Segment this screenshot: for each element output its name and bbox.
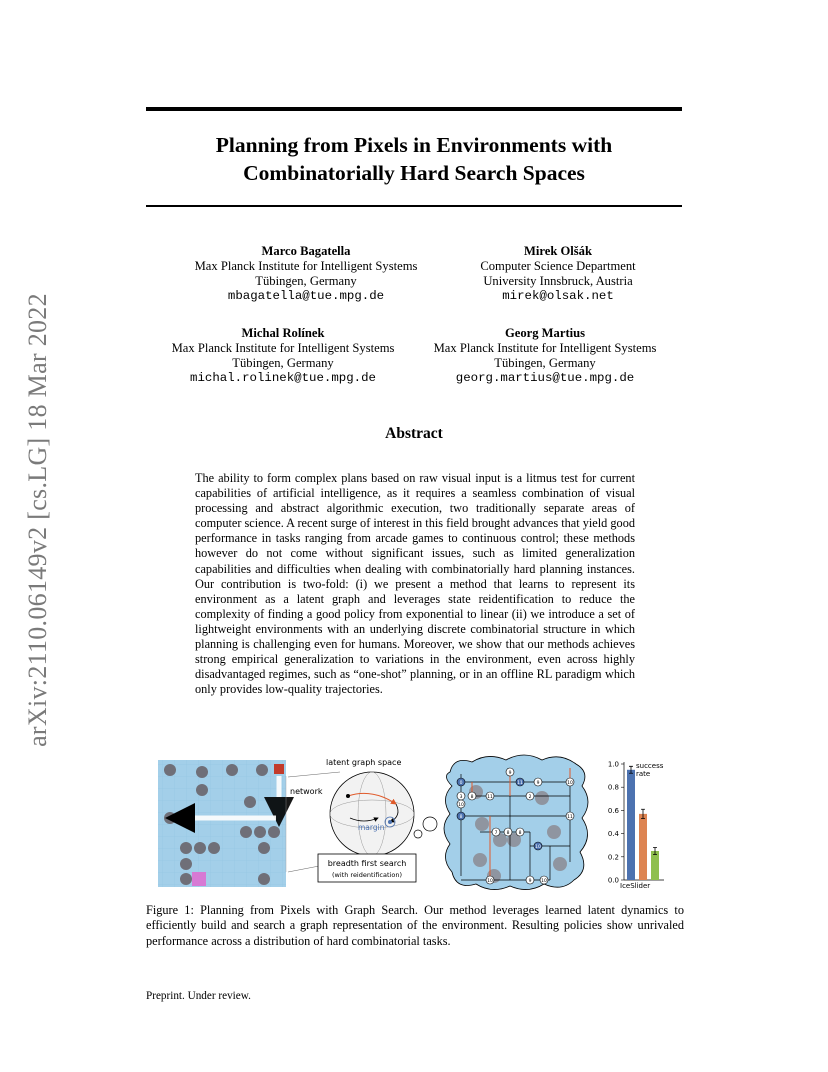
y-axis-ticks — [608, 761, 624, 885]
success-rate-chart — [608, 761, 664, 891]
bar-series-1 — [627, 770, 635, 880]
graph-cloud — [444, 755, 588, 890]
author-location: Tübingen, Germany — [255, 274, 357, 288]
bfs-box — [318, 854, 416, 882]
top-rule — [146, 107, 682, 111]
author-location: University Innsbruck, Austria — [483, 274, 633, 288]
graph-node-label: 11 — [517, 781, 523, 786]
author-email[interactable]: mirek@olsak.net — [502, 289, 614, 303]
graph-node-label: 8 — [506, 831, 510, 836]
author-block-2 — [418, 244, 698, 304]
y-tick-label: 1.0 — [607, 760, 619, 769]
y-axis-label: success rate — [636, 762, 664, 778]
graph-node-label: 11 — [567, 815, 573, 820]
graph-node-label: 0 — [459, 781, 463, 786]
graph-node-label: 10 — [541, 879, 547, 884]
author-name: Mirek Olšák — [524, 244, 592, 258]
author-affiliation: Computer Science Department — [480, 259, 636, 273]
author-location: Tübingen, Germany — [494, 356, 596, 370]
author-block-3 — [143, 326, 423, 386]
bar-series-3 — [651, 851, 659, 880]
title-line-2: Combinatorially Hard Search Spaces — [243, 161, 585, 185]
game-frame — [158, 760, 286, 887]
y-tick-label: 0.2 — [607, 853, 619, 862]
author-affiliation: Max Planck Institute for Intelligent Systems — [433, 341, 657, 355]
author-email[interactable]: georg.martius@tue.mpg.de — [455, 371, 635, 385]
author-affiliation: Max Planck Institute for Intelligent Systems — [171, 341, 395, 355]
graph-node-label: 11 — [487, 795, 493, 800]
figure-caption: Figure 1: Planning from Pixels with Graph Search. Our method leverages learned latent dynamics to efficiently build and search a graph representation of the environment. Resulting policies show unrivaled performance across a distribution of hard combinatorial tasks. — [146, 903, 684, 948]
graph-node-label: 10 — [487, 879, 493, 884]
graph-node-label: 7 — [494, 831, 498, 836]
graph-node-label: 9 — [528, 879, 532, 884]
author-block-1 — [166, 244, 446, 304]
author-name: Marco Bagatella — [261, 244, 351, 258]
graph-node-label: 10 — [567, 781, 573, 786]
y-tick-label: 0.4 — [607, 830, 619, 839]
y-tick-label: 0.6 — [607, 806, 619, 815]
figure-1 — [150, 752, 680, 892]
y-tick-label: 0.8 — [607, 783, 619, 792]
bfs-label: breadth first search — [327, 859, 407, 868]
graph-node-label: 9 — [508, 771, 512, 776]
graph-node-label: 9 — [536, 781, 540, 786]
latent-space-label: latent graph space — [326, 758, 402, 767]
author-affiliation: Max Planck Institute for Intelligent Systems — [194, 259, 418, 273]
latent-sphere — [330, 772, 414, 856]
title-line-1: Planning from Pixels in Environments with — [215, 133, 613, 157]
author-name: Georg Martius — [504, 326, 586, 340]
bar-series-2 — [639, 814, 647, 880]
graph-node-label: 8 — [470, 795, 474, 800]
author-block-4 — [405, 326, 685, 386]
author-location: Tübingen, Germany — [232, 356, 334, 370]
author-email[interactable]: michal.rolinek@tue.mpg.de — [190, 371, 376, 385]
author-name: Michal Rolínek — [241, 326, 325, 340]
graph-node-label: 2 — [528, 795, 532, 800]
graph-node-label: 3 — [459, 795, 463, 800]
x-axis-label: IceSlider — [620, 882, 651, 890]
y-tick-label: 0.0 — [607, 876, 619, 885]
footer-note: Preprint. Under review. — [146, 990, 251, 1002]
network-label: network — [290, 787, 323, 796]
bfs-sublabel: (with reidentification) — [332, 871, 402, 879]
margin-label: margin — [358, 823, 385, 832]
author-email[interactable]: mbagatella@tue.mpg.de — [227, 289, 385, 303]
abstract-heading: Abstract — [385, 425, 443, 442]
graph-node-label: 10 — [535, 845, 541, 850]
graph-node-label: 8 — [459, 815, 463, 820]
graph-node-label: 8 — [518, 831, 522, 836]
abstract-text: The ability to form complex plans based on raw visual input is a litmus test for current capabilities of artificial intelligence, as it requires a seamless combination of visual processing and abstract algorithmic execution, two traditionally separate areas of computer science. A recent surge of interest in this field brought advances that yield good performance in tasks ranging from arcade games to continuous control; these methods however do not come without significant issues, such as limited generalization capabilities and difficulties when dealing with combinatorially hard planning instances. Our contribution is two-fold: (i) we present a method that learns to represent its environment as a latent graph and leverages state reidentification to reduce the complexity of finding a good policy from exponential to linear (ii) we introduce a set of lightweight environments with an underlying discrete combinatorial structure in which planning is challenging even for humans. Moreover, we show that our methods achieves strong empirical generalization to variations in the environment, even across highly disadvantaged regimes, such as “one-shot” planning, or in an offline RL paradigm which only provides low-quality trajectories. — [195, 471, 635, 697]
bars — [627, 766, 659, 880]
graph-node-label: 10 — [458, 803, 464, 808]
title-bottom-rule — [146, 205, 682, 207]
paper-title — [146, 131, 682, 187]
arxiv-stamp: arXiv:2110.06149v2 [cs.LG] 18 Mar 2022 — [23, 293, 52, 747]
